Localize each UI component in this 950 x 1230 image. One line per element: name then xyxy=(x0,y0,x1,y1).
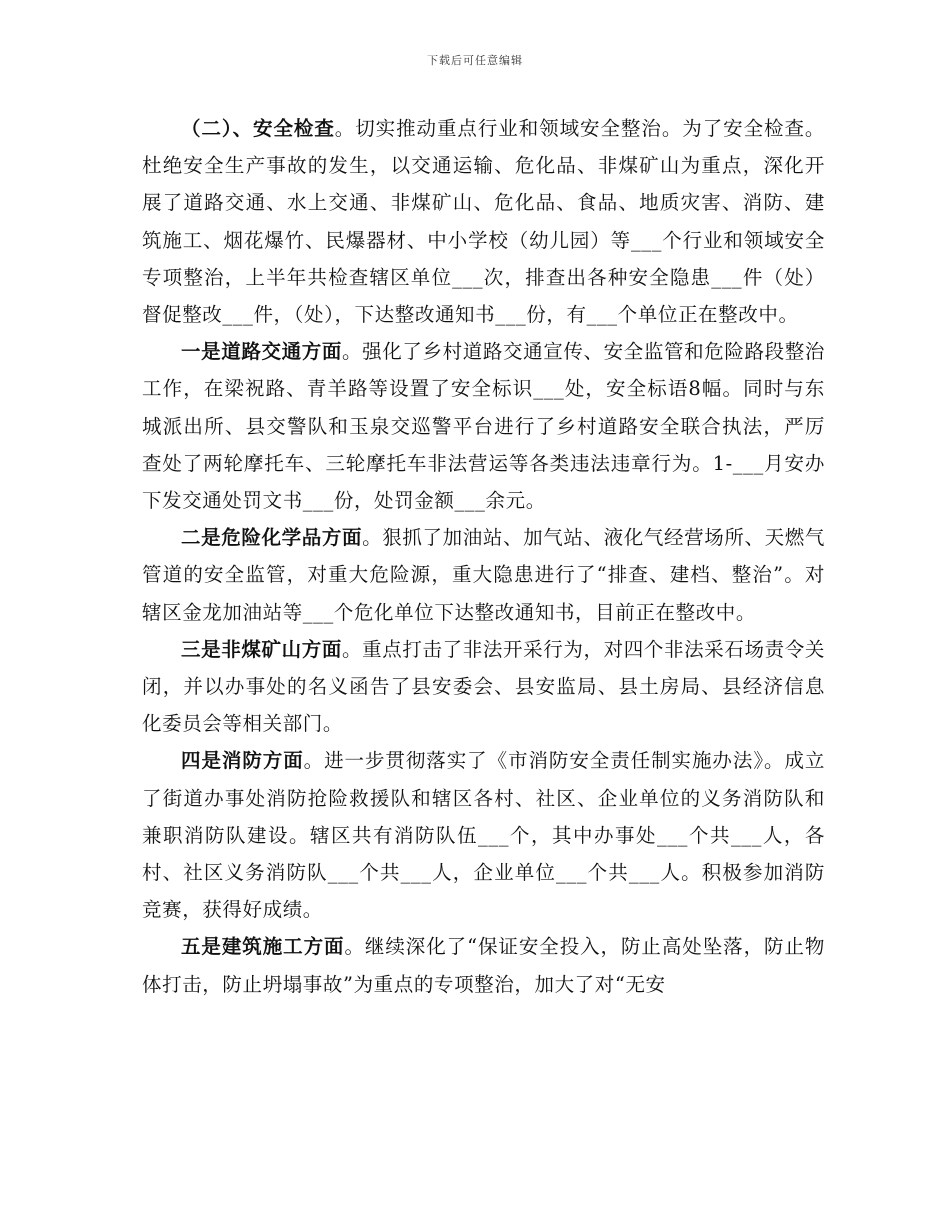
page-header: 下载后可任意编辑 xyxy=(427,54,523,67)
paragraph-hazardous-chemicals xyxy=(142,519,825,631)
paragraph-non-coal-mines xyxy=(142,631,825,743)
paragraph-text: 。进一步贯彻落实了《市消防安全责任制实施办法》。成立了街道办事处消防抢险救援队和辖区各村、社区、企业单位的义务消防队和兼职消防队建设。辖区共有消防队伍___个，其中办事处___个共___人，各村、社区义务消防队___个共___人，企业单位___个共___人。积极参加消防竞赛，获得好成绩。 xyxy=(142,749,825,922)
paragraph-heading: 四是消防方面 xyxy=(181,749,304,773)
paragraph-text: 。重点打击了非法开采行为，对四个非法采石场责令关闭，并以办事处的名义函告了县安委会、县安监局、县土房局、县经济信息化委员会等相关部门。 xyxy=(142,637,825,736)
paragraph-heading: 三是非煤矿山方面 xyxy=(181,637,343,661)
paragraph-text: 。狠抓了加油站、加气站、液化气经营场所、天燃气管道的安全监管，对重大危险源，重大隐患进行了“排查、建档、整治”。对辖区金龙加油站等___个危化单位下达整改通知书，目前正在整改中。 xyxy=(142,526,825,624)
paragraph-construction xyxy=(142,928,825,1002)
paragraph-text: 。切实推动重点行业和领域安全整治。为了安全检查。杜绝安全生产事故的发生，以交通运输、危化品、非煤矿山为重点，深化开展了道路交通、水上交通、非煤矿山、危化品、食品、地质灾害、消防、建筑施工、烟花爆竹、民爆器材、中小学校（幼儿园）等___个行业和领域安全专项整治，上半年共检查辖区单位___次，排查出各种安全隐患___件（处）督促整改___件，（处），下达整改通知书___份，有___个单位正在整改中。 xyxy=(142,117,825,327)
paragraph-safety-inspection xyxy=(142,110,825,333)
paragraph-heading: 五是建筑施工方面 xyxy=(181,935,345,959)
paragraph-text: 。继续深化了“保证安全投入，防止高处坠落，防止物体打击，防止坍塌事故”为重点的专项整治，加大了对“无安 xyxy=(142,935,825,996)
paragraph-heading: 一是道路交通方面 xyxy=(181,340,343,364)
paragraph-road-traffic xyxy=(142,333,825,519)
paragraph-fire-protection xyxy=(142,742,825,928)
paragraph-heading: 二是危险化学品方面 xyxy=(181,526,363,550)
paragraph-heading: （二）、安全检查 xyxy=(181,117,335,140)
paragraph-text: 。强化了乡村道路交通宣传、安全监管和危险路段整治工作，在梁祝路、青羊路等设置了安全标识___处，安全标语8幅。同时与东城派出所、县交警队和玉泉交巡警平台进行了乡村道路安全联合执法，严厉查处了两轮摩托车、三轮摩托车非法营运等各类违法违章行为。1-___月安办下发交通处罚文书___份，处罚金额___余元。 xyxy=(142,340,825,513)
document-body xyxy=(142,110,825,1003)
